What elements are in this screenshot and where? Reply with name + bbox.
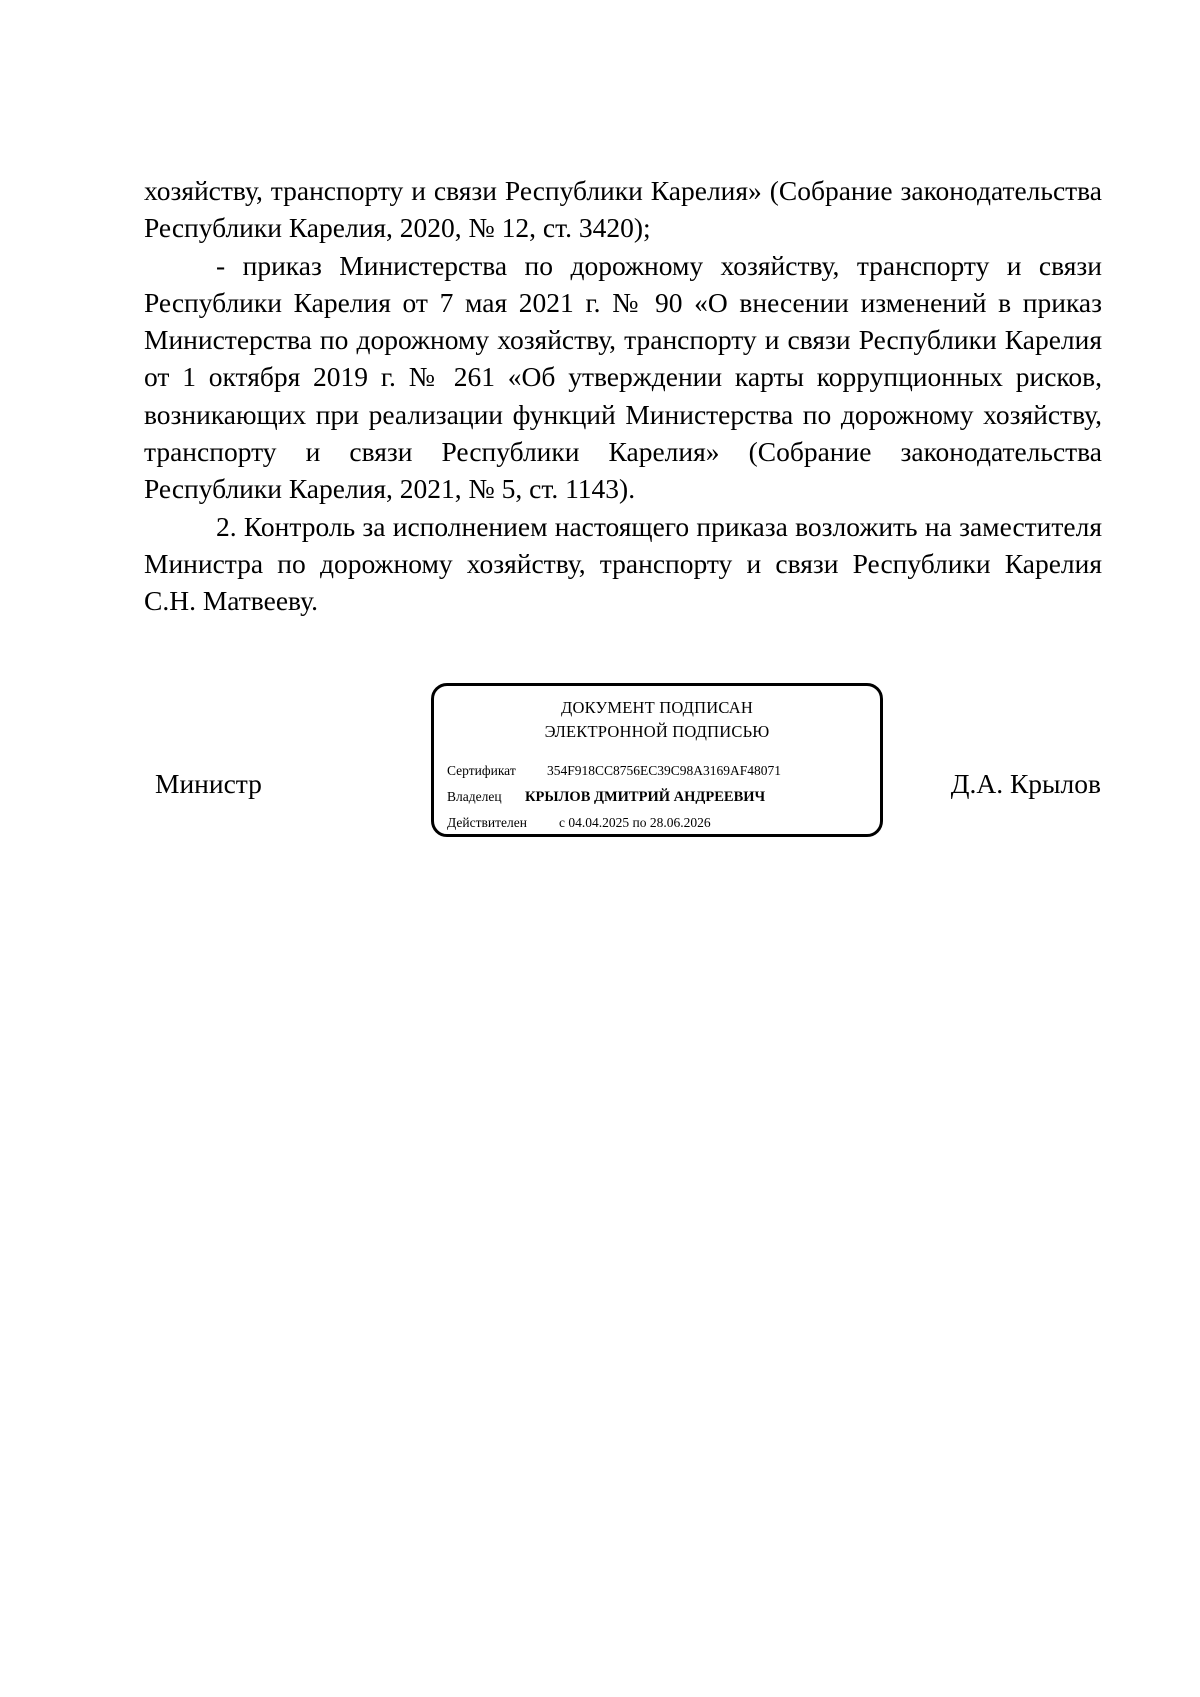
stamp-title bbox=[434, 696, 880, 744]
certificate-value: 354F918CC8756EC39C98A3169AF48071 bbox=[547, 763, 782, 778]
paragraph-continuation: хозяйству, транспорту и связи Республики Карелия» (Собрание законодательства Республики Карелия, 2020, № 12, ст. 3420); bbox=[144, 175, 1102, 244]
certificate-label: Сертификат bbox=[447, 763, 516, 778]
stamp-title-line-1: ДОКУМЕНТ ПОДПИСАН bbox=[561, 698, 753, 717]
owner-value: КРЫЛОВ ДМИТРИЙ АНДРЕЕВИЧ bbox=[525, 789, 766, 805]
validity-label: Действителен bbox=[447, 815, 527, 830]
stamp-title-line-2: ЭЛЕКТРОННОЙ ПОДПИСЬЮ bbox=[544, 722, 770, 741]
owner-label: Владелец bbox=[447, 789, 502, 804]
document-body bbox=[144, 172, 1102, 620]
electronic-signature-stamp bbox=[431, 683, 883, 837]
signature-row bbox=[0, 680, 1200, 850]
stamp-validity-row bbox=[447, 810, 781, 836]
validity-value: с 04.04.2025 по 28.06.2026 bbox=[559, 815, 711, 830]
signer-name: Д.А. Крылов bbox=[950, 768, 1101, 799]
paragraph-control-clause: 2. Контроль за исполнением настоящего приказа возложить на заместителя Министра по дорожному хозяйству, транспорту и связи Республики Карелия С.Н. Матвееву. bbox=[144, 510, 1102, 617]
stamp-details bbox=[447, 758, 781, 836]
stamp-owner-row bbox=[447, 784, 781, 810]
stamp-certificate-row bbox=[447, 758, 781, 784]
paragraph-order-reference: - приказ Министерства по дорожному хозяйству, транспорту и связи Республики Карелия от 7 мая 2021 г. № 90 «О внесении изменений в приказ Министерства по дорожному хозяйству, транспорту и связи Республики Карелия от 1 октября 2019 г. № 261 «Об утверждении карты коррупционных рисков, возникающих при реализации функций Министерства по дорожному хозяйству, транспорту и связи Республики Карелия» (Собрание законодательства Республики Карелия, 2021, № 5, ст. 1143). bbox=[144, 249, 1102, 505]
signer-position: Министр bbox=[155, 768, 262, 799]
